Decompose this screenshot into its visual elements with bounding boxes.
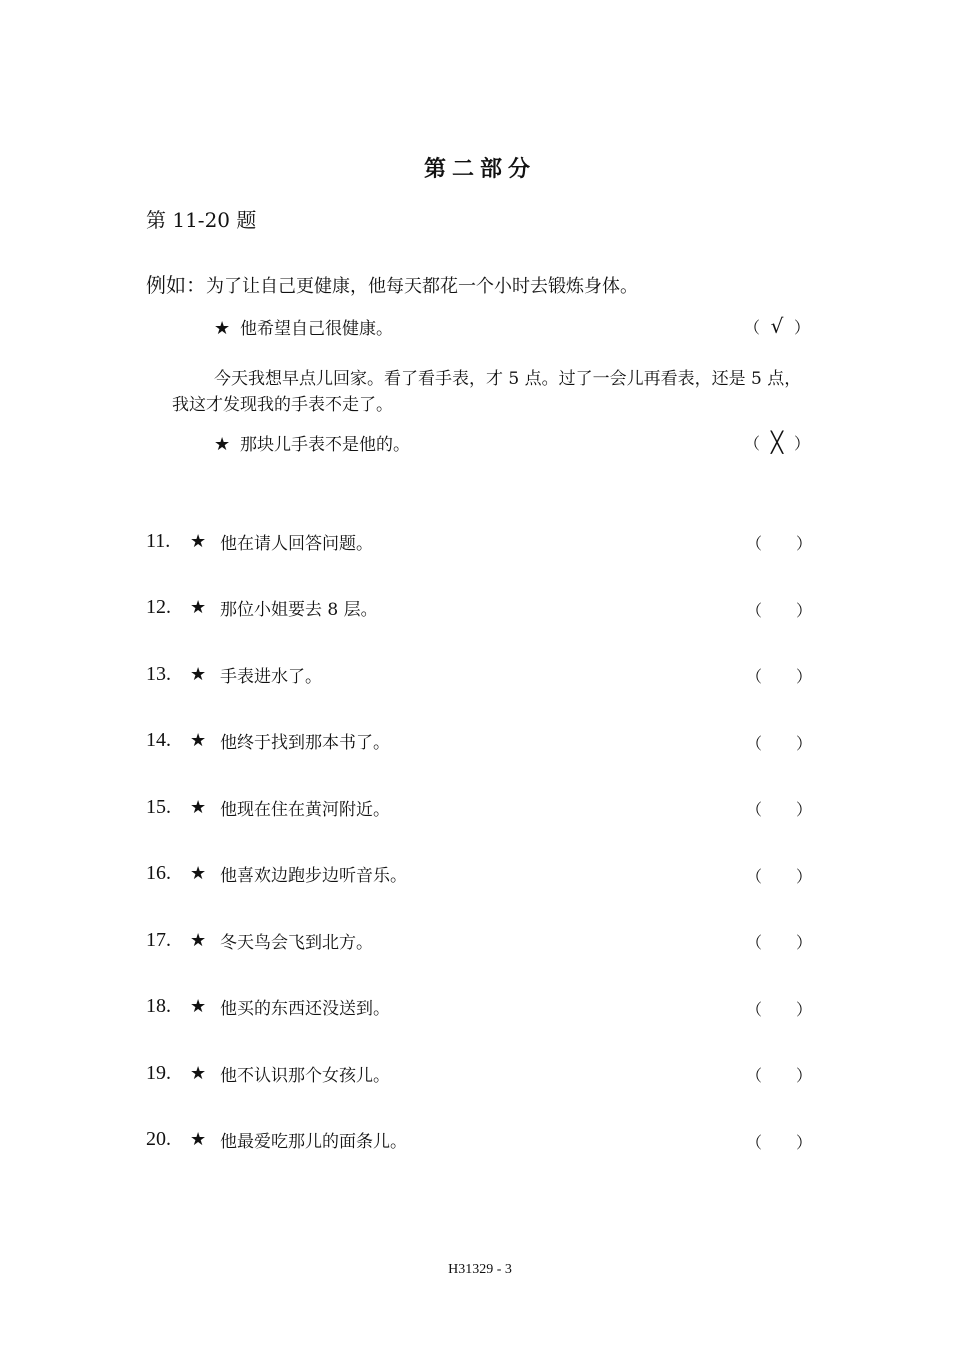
paren-close: ） [795,866,812,886]
question-number: 20. [146,1128,171,1150]
answer-blank[interactable] [746,1130,812,1153]
paren-open: （ [746,667,763,686]
paren-open: （ [746,866,763,886]
answer-blank[interactable] [746,731,812,754]
question-text: 他在请人回答问题。 [220,533,373,554]
answer-blank[interactable] [746,598,812,621]
section-title: 第二部分 [423,157,536,182]
question-text: 他买的东西还没送到。 [220,999,390,1019]
paren-open: （ [746,1132,763,1152]
example-intro [146,269,638,298]
question-row [146,727,816,755]
question-row [146,594,816,622]
question-row [146,793,816,821]
paren-close: ） [795,1132,812,1152]
star-icon: ★ [214,318,231,339]
statement-text: 他希望自己很健康。 [240,319,393,339]
question-text: 他最爱吃那儿的面条儿。 [220,1132,407,1152]
paren-close: ） [795,1066,812,1085]
star-icon: ★ [190,929,207,951]
paren-close: ） [793,317,810,337]
question-number: 14. [146,729,171,751]
question-row [146,860,816,888]
paren-close: ） [795,600,812,620]
example-label: 例如： [146,273,206,297]
question-number: 13. [146,662,171,685]
question-text: 冬天鸟会飞到北方。 [220,932,373,953]
answer-blank[interactable] [746,930,812,953]
paren-open: （ [746,800,763,819]
paren-close: ） [795,733,812,753]
question-text: 他现在住在黄河附近。 [220,799,390,820]
paren-open: （ [746,600,763,620]
question-text: 他喜欢边跑步边听音乐。 [220,866,407,886]
page-footer: H31329 - 3 [448,1262,512,1277]
question-number: 19. [146,1061,171,1084]
paren-open: （ [744,433,761,453]
question-row [146,527,816,555]
example-answer-1 [744,314,810,338]
star-icon: ★ [190,796,207,818]
question-row [146,1126,816,1154]
star-icon: ★ [190,1062,207,1084]
paren-close: ） [795,534,812,553]
question-number: 17. [146,928,171,951]
answer-blank[interactable] [746,1063,812,1086]
check-icon: √ [770,314,784,338]
question-row [146,1059,816,1087]
answer-blank[interactable] [746,531,812,554]
paren-close: ） [793,433,810,453]
paren-open: （ [746,534,763,553]
example-paragraph: 今天我想早点儿回家。看了看手表，才 5 点。过了一会儿再看表，还是 5 点，我这才发现我的手表不走了。 [172,369,802,415]
star-icon: ★ [190,597,207,618]
statement-text: 那块儿手表不是他的。 [240,435,410,455]
question-number: 16. [146,862,171,884]
example-statement-2 [214,430,410,455]
question-number: 11. [146,529,171,552]
example-sentence: 为了让自己更健康，他每天都花一个小时去锻炼身体。 [206,276,638,297]
answer-blank[interactable] [746,797,812,820]
paren-open: （ [746,733,763,753]
question-row [146,926,816,954]
question-text: 他不认识那个女孩儿。 [220,1065,390,1086]
paren-close: ） [795,999,812,1019]
question-row [146,993,816,1021]
star-icon: ★ [190,863,207,884]
paren-close: ） [795,667,812,686]
paren-open: （ [746,999,763,1019]
paren-close: ） [795,933,812,952]
question-text: 那位小姐要去 8 层。 [220,600,378,620]
cross-icon: ╳ [770,430,784,454]
question-number: 15. [146,795,171,818]
star-icon: ★ [190,730,207,751]
paren-close: ） [795,800,812,819]
paren-open: （ [746,1066,763,1085]
question-row [146,660,816,688]
question-text: 他终于找到那本书了。 [220,733,390,753]
question-number: 12. [146,596,171,618]
star-icon: ★ [190,663,207,685]
paren-open: （ [746,933,763,952]
star-icon: ★ [190,1129,207,1150]
question-range: 第 11-20 题 [146,208,257,232]
question-text: 手表进水了。 [220,666,322,687]
answer-blank[interactable] [746,864,812,887]
answer-blank[interactable] [746,997,812,1020]
star-icon: ★ [190,530,207,552]
answer-blank[interactable] [746,664,812,687]
example-statement-1 [214,314,393,339]
example-answer-2 [744,430,810,454]
paren-open: （ [744,317,761,337]
star-icon: ★ [190,996,207,1017]
star-icon: ★ [214,434,231,455]
question-number: 18. [146,995,171,1017]
